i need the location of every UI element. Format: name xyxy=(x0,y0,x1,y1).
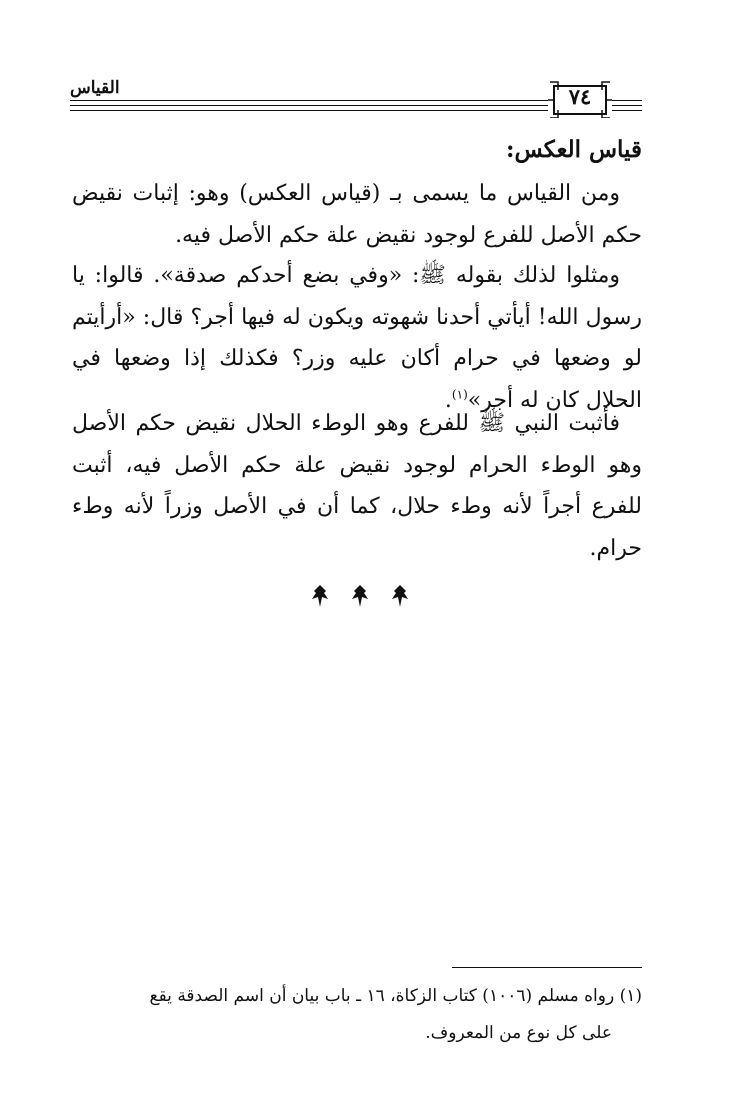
header-rule-right-bottom xyxy=(612,110,642,111)
header-rule-middle xyxy=(70,105,548,106)
header-rule-right-top xyxy=(612,100,642,101)
paragraph-2 xyxy=(72,255,642,421)
paragraph-1-text: ومن القياس ما يسمى بـ (قياس العكس) وهو: إثبات نقيض حكم الأصل للفرع لوجود نقيض علة حكم الأصل فيه. xyxy=(72,181,642,248)
footnote-text-1: رواه مسلم (١٠٠٦) كتاب الزكاة، ١٦ ـ باب بيان أن اسم الصدقة يقع xyxy=(149,986,615,1006)
paragraph-3 xyxy=(72,403,642,569)
footnote-number: (١) xyxy=(619,986,642,1006)
footnote xyxy=(72,978,642,1052)
paragraph-2-text: ومثلوا لذلك بقوله ﷺ: «وفي بضع أحدكم صدقة». قالوا: يا رسول الله! أيأتي أحدنا شهوته ويكون له فيها أجر؟ قال: «أرأيتم لو وضعها في حرام أكان عليه وزر؟ فكذلك إذا وضعها في الحلال كان له أجر» xyxy=(72,263,642,413)
running-header-title: القياس xyxy=(70,78,120,98)
page-number: ٧٤ xyxy=(568,84,592,109)
paragraph-1 xyxy=(72,173,642,256)
footnote-reference[interactable]: (١) xyxy=(451,387,468,402)
header-rule-right-middle xyxy=(612,105,642,106)
footnote-line-2: على كل نوع من المعروف. xyxy=(425,1023,612,1043)
header-rule-bottom xyxy=(70,110,548,111)
footnote-line-1 xyxy=(72,978,642,1015)
paragraph-2-end: . xyxy=(444,387,452,413)
paragraph-3-text: فأثبت النبي ﷺ للفرع وهو الوطء الحلال نقيض حكم الأصل وهو الوطء الحرام لوجود نقيض علة حكم الأصل فيه، أثبت للفرع أجراً لأنه وطء حلال، كما أن في الأصل وزراً لأنه وطء حرام. xyxy=(72,411,642,561)
section-separator-ornament-icon xyxy=(300,581,420,611)
footnote-separator xyxy=(452,967,642,968)
section-heading: قياس العكس: xyxy=(505,136,642,163)
header-rule-top xyxy=(70,100,548,101)
